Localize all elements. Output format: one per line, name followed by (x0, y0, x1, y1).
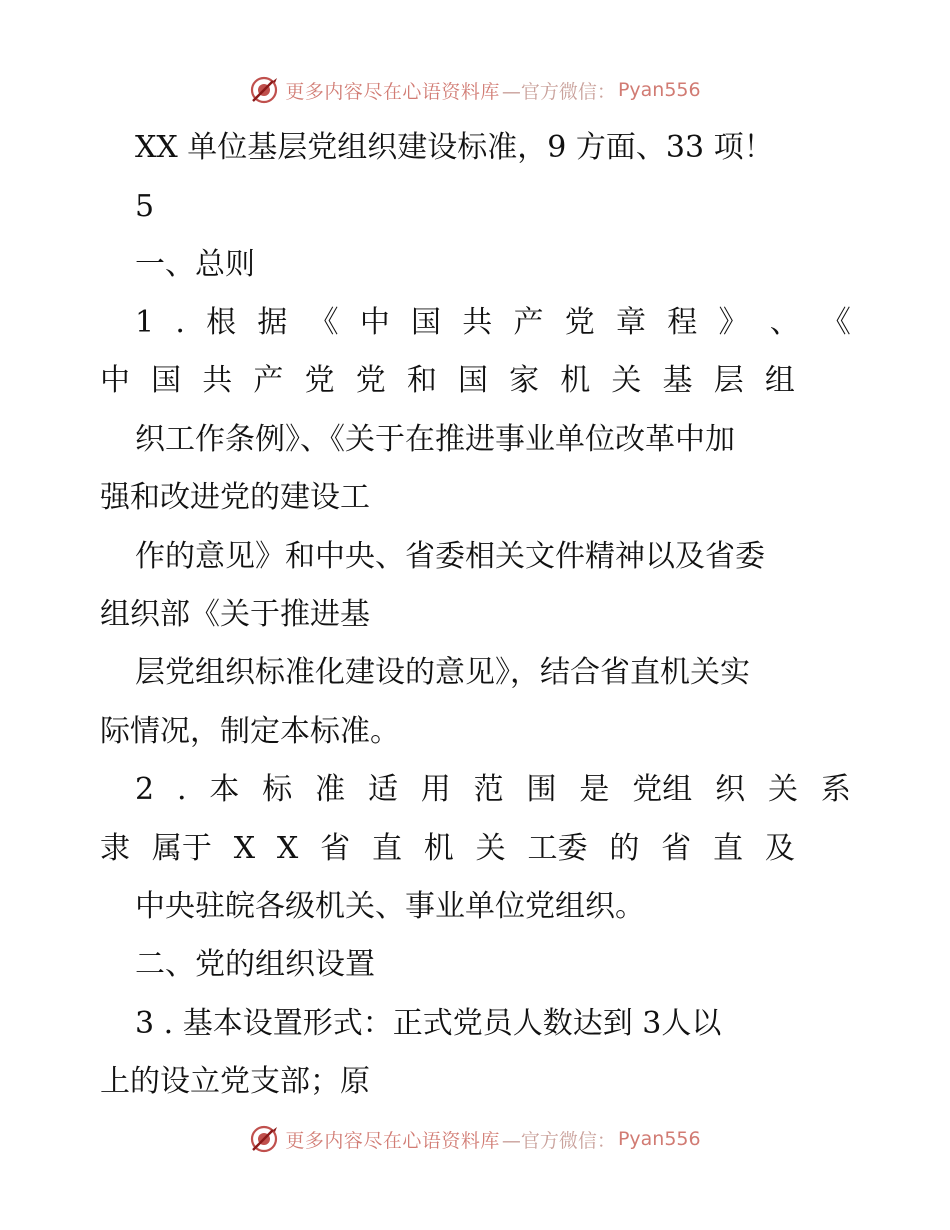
spread-token: 关 (475, 831, 506, 866)
spread-token: 党 (304, 363, 335, 398)
item3-line2: 上的设立党支部；原 (100, 1064, 370, 1099)
item2-line1 (135, 770, 851, 810)
spread-token: 章 (615, 305, 646, 340)
spread-token: 省 (661, 831, 692, 866)
spread-token: 机 (423, 831, 454, 866)
spread-token: 基 (662, 363, 693, 398)
section-heading-general: 一、总则 (135, 247, 255, 282)
spread-token: . (175, 305, 185, 340)
spread-token: 共 (202, 363, 233, 398)
spread-token: 根 (206, 305, 237, 340)
spread-token: 层 (713, 363, 744, 398)
spread-token: 国 (411, 305, 442, 340)
spread-token: 省 (320, 831, 351, 866)
spread-token: 党 (355, 363, 386, 398)
item1-line8: 际情况，制定本标准。 (100, 714, 400, 749)
item2-line2 (100, 829, 795, 869)
item1-line5: 作的意见》和中央、省委相关文件精神以及省委 (135, 539, 765, 574)
spread-token: 标 (262, 772, 293, 807)
watermark-text: 更多内容尽在心语资料库 (285, 80, 500, 103)
spread-token: 范 (473, 772, 504, 807)
section-heading-org-setup: 二、党的组织设置 (135, 947, 375, 982)
spread-token: 《 (820, 305, 851, 340)
spread-token: 本 (209, 772, 240, 807)
document-title: XX 单位基层党组织建设标准，9 方面、33 项！ (135, 130, 774, 165)
spread-token: 产 (253, 363, 284, 398)
spread-token: 家 (509, 363, 540, 398)
spread-token: 党 (564, 305, 595, 340)
spread-token: 和 (406, 363, 437, 398)
spread-token: 及 (764, 831, 795, 866)
item1-line2 (100, 361, 795, 401)
spread-token: X (233, 831, 256, 866)
item1-line4: 强和改进党的建设工 (100, 480, 370, 515)
spread-token: 关 (611, 363, 642, 398)
item1-line3: 织工作条例》、《关于在推进事业单位改革中加 (135, 422, 735, 457)
spread-token: 、 (769, 305, 800, 340)
spread-token: 直 (371, 831, 402, 866)
spread-token: 准 (315, 772, 346, 807)
spread-token: 2 (135, 772, 155, 807)
spread-token: 机 (560, 363, 591, 398)
watermark-header (0, 73, 950, 107)
item1-line7: 层党组织标准化建设的意见》，结合省直机关实 (135, 655, 750, 690)
watermark-separator: —官方微信： (501, 1129, 616, 1152)
spread-token: 适 (367, 772, 398, 807)
item1-line1 (135, 303, 851, 343)
spread-token: 程 (667, 305, 698, 340)
spread-token: 1 (135, 305, 155, 340)
spread-token: 组 (764, 363, 795, 398)
watermark-wechat-id: Pyan556 (617, 1128, 701, 1150)
item3-line1: 3 . 基本设置形式：正式党员人数达到 3人以 (135, 1006, 722, 1041)
spread-token: 工委 (527, 831, 588, 866)
spread-token: 》 (718, 305, 749, 340)
spread-token: . (176, 772, 187, 807)
spread-token: 用 (420, 772, 451, 807)
item1-line6: 组织部《关于推进基 (100, 597, 370, 632)
spread-token: 据 (257, 305, 288, 340)
spread-token: 党组 (632, 772, 693, 807)
watermark-wechat-id: Pyan556 (617, 79, 701, 101)
spread-token: 关 (767, 772, 798, 807)
spread-token: 隶 (100, 831, 130, 866)
spread-token: 产 (513, 305, 544, 340)
item2-line3: 中央驻皖各级机关、事业单位党组织。 (135, 889, 645, 924)
spread-token: 中 (100, 363, 130, 398)
spread-token: 织 (715, 772, 746, 807)
spread-token: 国 (151, 363, 182, 398)
spread-token: 是 (579, 772, 610, 807)
quill-logo-icon (249, 1124, 279, 1154)
spread-token: 《 (308, 305, 339, 340)
spread-token: X (276, 831, 299, 866)
spread-token: 属于 (151, 831, 212, 866)
spread-token: 的 (609, 831, 640, 866)
watermark-text: 更多内容尽在心语资料库 (285, 1129, 500, 1152)
quill-logo-icon (249, 75, 279, 105)
spread-token: 围 (526, 772, 557, 807)
spread-token: 直 (713, 831, 743, 866)
watermark-separator: —官方微信： (501, 80, 616, 103)
spread-token: 国 (457, 363, 488, 398)
page-number: 5 (135, 189, 155, 224)
spread-token: 系 (820, 772, 851, 807)
spread-token: 共 (462, 305, 493, 340)
spread-token: 中 (359, 305, 390, 340)
watermark-footer (0, 1122, 950, 1156)
